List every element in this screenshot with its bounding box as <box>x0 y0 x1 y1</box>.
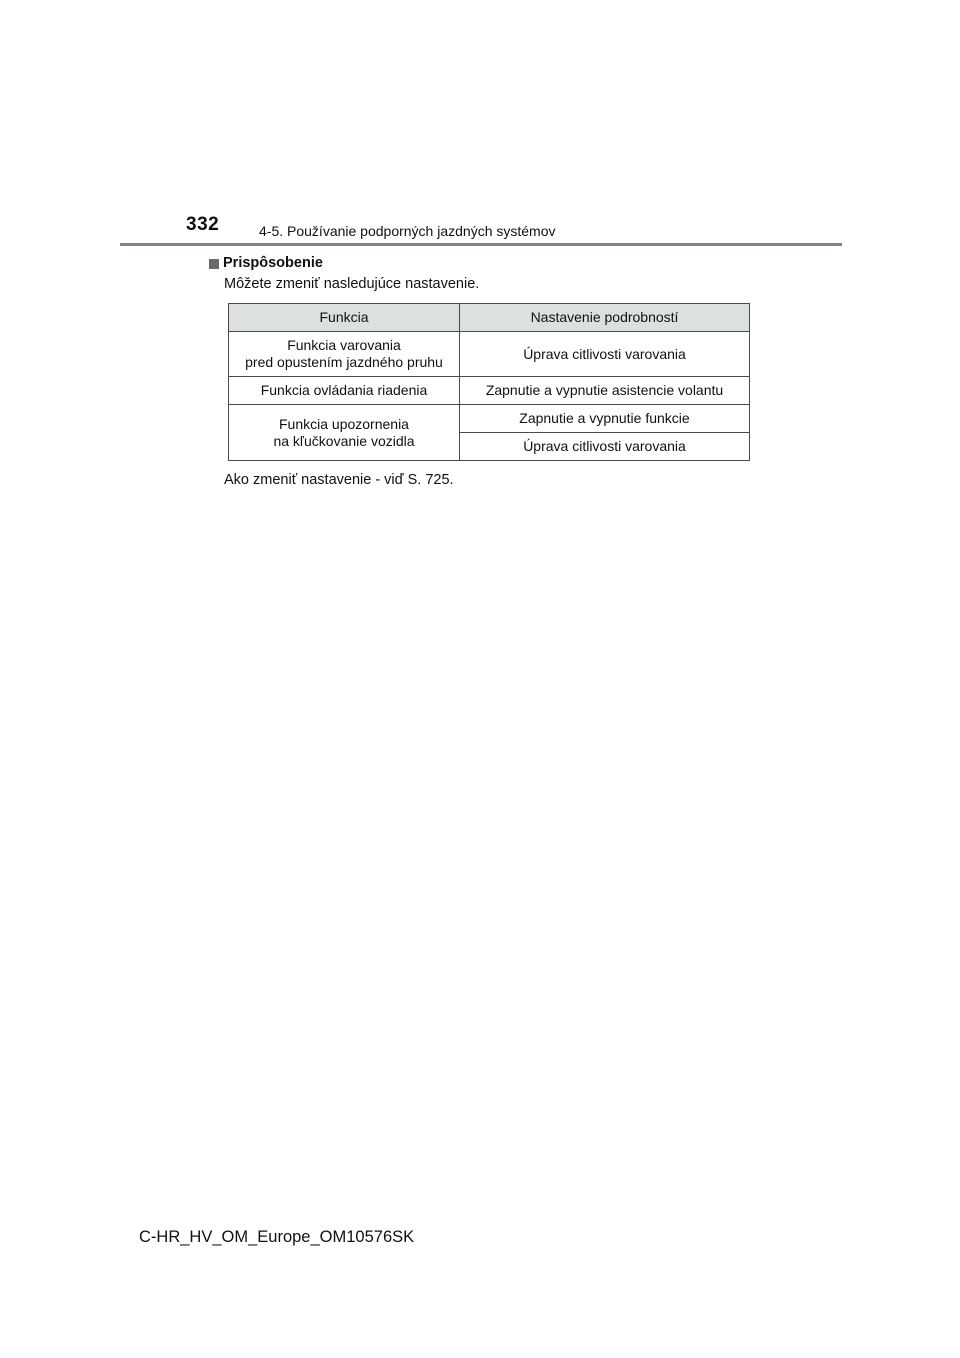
function-line: Funkcia upozornenia <box>279 415 409 432</box>
function-line: Funkcia varovania <box>287 337 401 353</box>
table-header-row <box>229 304 750 332</box>
section-title: 4-5. Používanie podporných jazdných systémov <box>259 223 556 239</box>
document-footer: C-HR_HV_OM_Europe_OM10576SK <box>139 1228 415 1246</box>
column-header-settings: Nastavenie podrobností <box>460 304 750 332</box>
square-bullet-icon <box>209 259 219 269</box>
function-line: pred opustením jazdného pruhu <box>245 354 443 370</box>
function-cell <box>229 405 460 461</box>
setting-cell: Úprava citlivosti varovania <box>460 433 750 461</box>
subsection-title: Prispôsobenie <box>223 255 323 271</box>
function-cell: Funkcia ovládania riadenia <box>229 377 460 405</box>
function-cell <box>229 332 460 377</box>
subsection-intro: Môžete zmeniť nasledujúce nastavenie. <box>224 276 480 292</box>
page-number: 332 <box>186 214 220 235</box>
column-header-function: Funkcia <box>229 304 460 332</box>
settings-note: Ako zmeniť nastavenie - viď S. 725. <box>224 472 454 488</box>
header-divider <box>120 243 842 246</box>
setting-cell: Úprava citlivosti varovania <box>460 332 750 377</box>
table-row <box>229 332 750 377</box>
table-row <box>229 405 750 433</box>
function-line: na kľučkovanie vozidla <box>273 432 415 449</box>
table-row <box>229 377 750 405</box>
subsection-heading <box>209 255 323 271</box>
setting-cell: Zapnutie a vypnutie asistencie volantu <box>460 377 750 405</box>
settings-table <box>228 303 750 461</box>
setting-cell: Zapnutie a vypnutie funkcie <box>460 405 750 433</box>
